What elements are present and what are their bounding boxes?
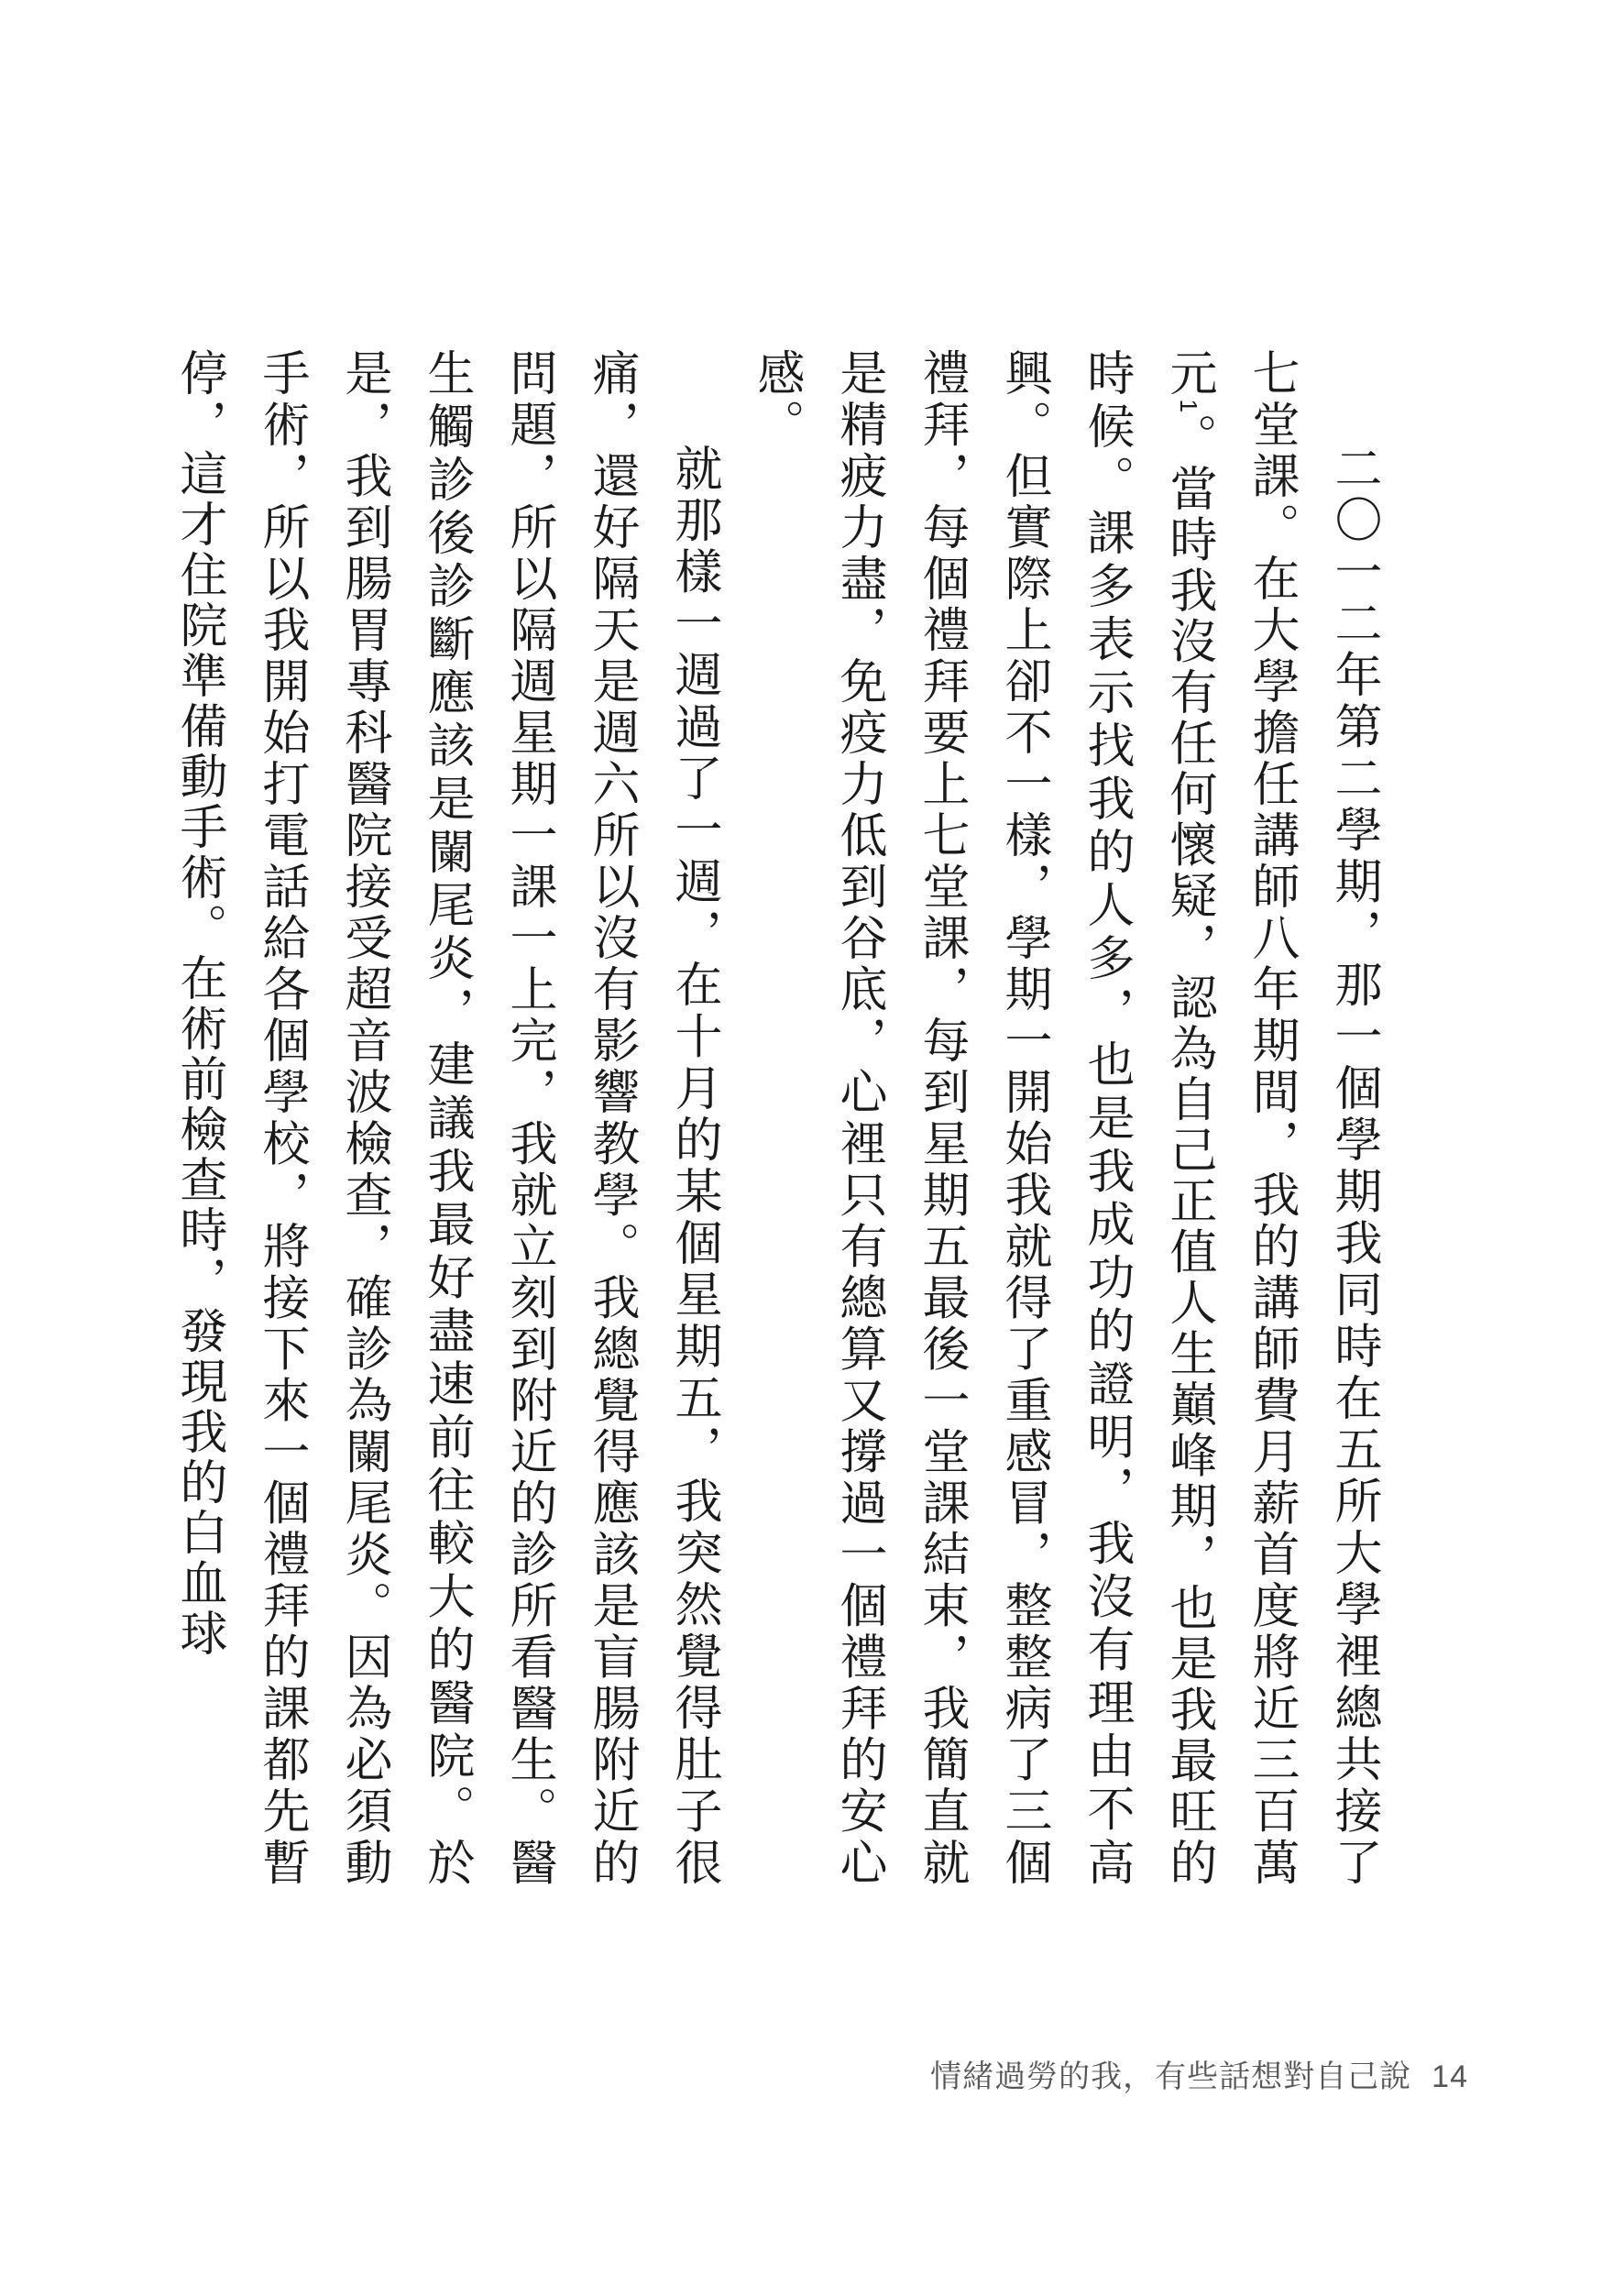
page-footer (930, 2051, 1468, 2096)
body-text (171, 348, 1395, 1889)
paragraph-2-text: 就那樣一週過了一週，在十月的某個星期五，我突然覺得肚子很痛，還好隔天是週六所以沒有影響教學。我總覺得應該是盲腸附近的問題，所以隔週星期一課一上完，我就立刻到附近的診所看醫生。醫生觸診後診斷應該是闌尾炎，建議我最好盡速前往較大的醫院。於是，我到腸胃專科醫院接受超音波檢查，確診為闌尾炎。因為必須動手術，所以我開始打電話給各個學校，將接下來一個禮拜的課都先暫停，這才住院準備動手術。在術前檢查時，發現我的白血球 (171, 348, 721, 1888)
running-title: 情緒過勞的我，有些話想對自己說 (930, 2059, 1412, 2094)
paragraph-1 (735, 348, 1395, 1888)
paragraph-1-text-after-footnote: 。當時我沒有任何懷疑，認為自己正值人生巔峰期，也是我最旺的時候。課多表示找我的人多，也是我成功的證明，我沒有理由不高興。但實際上卻不一樣，學期一開始我就得了重感冒，整整病了三個禮拜，每個禮拜要上七堂課，每到星期五最後一堂課結束，我簡直就是精疲力盡，免疫力低到谷底，心裡只有總算又撐過一個禮拜的安心感。 (749, 348, 1216, 1889)
footnote-reference: 1 (1175, 399, 1202, 412)
page-number: 14 (1432, 2059, 1468, 2094)
paragraph-2 (158, 348, 735, 1888)
paragraph-1-text-before-footnote: 二〇一二年第二學期，那一個學期我同時在五所大學裡總共接了七堂課。在大學擔任講師八年期間，我的講師費月薪首度將近三百萬元 (1161, 348, 1381, 1888)
